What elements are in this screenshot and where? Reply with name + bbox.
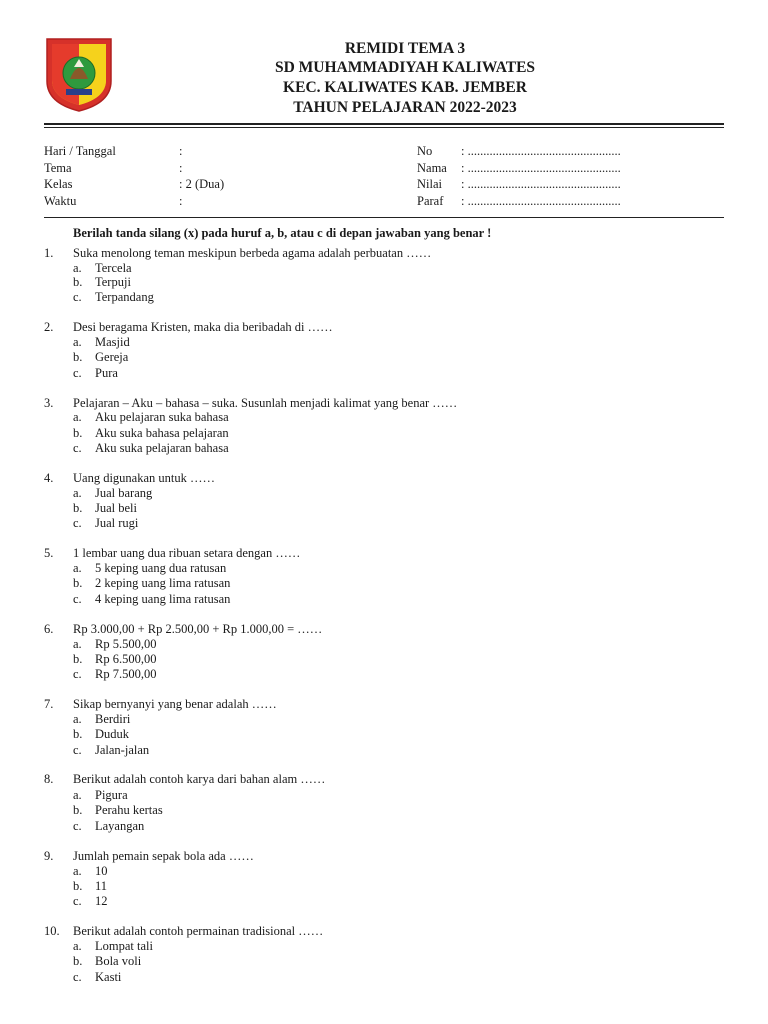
school-name: SD MUHAMMADIYAH KALIWATES <box>274 59 536 76</box>
info-value[interactable]: : <box>179 160 183 175</box>
option-text-a: Berdiri <box>95 712 131 726</box>
option-text-a: Tercela <box>95 261 132 275</box>
question-text: Jumlah pemain sepak bola ada …… <box>73 849 254 863</box>
question-number: 5. <box>44 546 54 560</box>
option-text-c: Terpandang <box>95 290 154 304</box>
info-label: Kelas <box>44 177 73 191</box>
option-text-c: Aku suka pelajaran bahasa <box>95 441 229 455</box>
info-value[interactable]: : ................................................. <box>461 144 621 158</box>
option-letter-a[interactable]: a. <box>73 939 82 953</box>
option-letter-b[interactable]: b. <box>73 879 83 893</box>
header-rule-thick <box>44 123 724 125</box>
info-bottom-rule <box>44 217 724 218</box>
option-text-b: 2 keping uang lima ratusan <box>95 576 231 590</box>
academic-year: TAHUN PELAJARAN 2022-2023 <box>293 99 517 116</box>
option-text-b: Aku suka bahasa pelajaran <box>95 426 229 440</box>
option-letter-c[interactable]: c. <box>73 970 82 984</box>
option-text-c: Kasti <box>95 970 122 984</box>
info-row-tema <box>44 160 224 177</box>
option-letter-a[interactable]: a. <box>73 486 82 500</box>
option-letter-c[interactable]: c. <box>73 894 82 908</box>
option-text-a: Pigura <box>95 788 128 802</box>
option-letter-b[interactable]: b. <box>73 954 83 968</box>
option-letter-a[interactable]: a. <box>73 637 82 651</box>
option-letter-a[interactable]: a. <box>73 712 82 726</box>
info-row-nama <box>417 160 621 177</box>
option-letter-a[interactable]: a. <box>73 410 82 424</box>
option-letter-a[interactable]: a. <box>73 335 82 349</box>
option-letter-b[interactable]: b. <box>73 727 83 741</box>
question-number: 2. <box>44 320 54 334</box>
option-letter-c[interactable]: c. <box>73 290 82 304</box>
option-letter-a[interactable]: a. <box>73 864 82 878</box>
option-text-c: Layangan <box>95 819 145 833</box>
question-text: Suka menolong teman meskipun berbeda agama adalah perbuatan …… <box>73 246 432 260</box>
option-text-b: Terpuji <box>95 275 131 289</box>
option-letter-a[interactable]: a. <box>73 561 82 575</box>
option-text-b: Duduk <box>95 727 130 741</box>
info-label: Paraf <box>417 193 444 208</box>
question-text: Desi beragama Kristen, maka dia beribadah di …… <box>73 320 333 334</box>
option-letter-a[interactable]: a. <box>73 788 82 802</box>
option-letter-b[interactable]: b. <box>73 652 83 666</box>
info-row-paraf <box>417 193 621 210</box>
question-text: 1 lembar uang dua ribuan setara dengan …… <box>73 546 301 560</box>
info-row-kelas <box>44 176 224 193</box>
info-row-nilai <box>417 176 621 193</box>
info-value: : 2 (Dua) <box>179 177 225 191</box>
option-letter-b[interactable]: b. <box>73 350 83 364</box>
info-label: No <box>417 144 433 158</box>
option-text-b: Gereja <box>95 350 129 364</box>
option-letter-c[interactable]: c. <box>73 516 82 530</box>
info-value[interactable]: : <box>179 144 183 158</box>
option-text-c: Pura <box>95 366 118 380</box>
info-row-no <box>417 143 621 160</box>
option-text-a: Masjid <box>95 335 130 349</box>
question-number: 4. <box>44 471 54 485</box>
question-text: Pelajaran – Aku – bahasa – suka. Susunlah menjadi kalimat yang benar …… <box>73 396 458 410</box>
question-number: 7. <box>44 697 54 711</box>
info-label: Tema <box>44 160 72 175</box>
question-number: 6. <box>44 622 54 636</box>
option-text-b: Perahu kertas <box>95 803 163 817</box>
option-text-c: Jual rugi <box>95 516 139 530</box>
question-text: Berikut adalah contoh permainan tradisional …… <box>73 924 324 938</box>
jember-regency-emblem-icon <box>44 37 114 113</box>
instruction-text: Berilah tanda silang (x) pada huruf a, b, atau c di depan jawaban yang benar ! <box>73 226 492 240</box>
question-text: Berikut adalah contoh karya dari bahan alam …… <box>73 772 326 786</box>
option-letter-b[interactable]: b. <box>73 576 83 590</box>
option-letter-c[interactable]: c. <box>73 592 82 606</box>
option-text-a: Rp 5.500,00 <box>95 637 157 651</box>
info-value[interactable]: : ................................................. <box>461 177 621 191</box>
question-text: Uang digunakan untuk …… <box>73 471 215 485</box>
info-value[interactable]: : <box>179 193 183 208</box>
option-text-a: 5 keping uang dua ratusan <box>95 561 227 575</box>
question-number: 1. <box>44 246 54 260</box>
info-label: Hari / Tanggal <box>44 144 116 158</box>
option-text-a: Lompat tali <box>95 939 153 953</box>
info-right-block <box>417 143 621 209</box>
option-text-b: Jual beli <box>95 501 138 515</box>
info-value[interactable]: : ................................................. <box>461 193 621 208</box>
option-letter-c[interactable]: c. <box>73 743 82 757</box>
option-text-c: 4 keping uang lima ratusan <box>95 592 231 606</box>
question-number: 3. <box>44 396 54 410</box>
option-text-c: Jalan-jalan <box>95 743 150 757</box>
question-number: 9. <box>44 849 54 863</box>
doc-title: REMIDI TEMA 3 <box>344 40 466 57</box>
option-letter-b[interactable]: b. <box>73 501 83 515</box>
option-letter-b[interactable]: b. <box>73 275 83 289</box>
info-left-block <box>44 143 224 209</box>
info-value[interactable]: : ................................................. <box>461 160 621 175</box>
option-letter-c[interactable]: c. <box>73 819 82 833</box>
option-text-b: 11 <box>95 879 108 893</box>
info-label: Nilai <box>417 177 442 191</box>
option-letter-b[interactable]: b. <box>73 426 83 440</box>
option-text-b: Rp 6.500,00 <box>95 652 157 666</box>
question-text: Sikap bernyanyi yang benar adalah …… <box>73 697 277 711</box>
option-text-b: Bola voli <box>95 954 142 968</box>
option-letter-c[interactable]: c. <box>73 667 82 681</box>
option-text-c: 12 <box>95 894 108 908</box>
question-number: 8. <box>44 772 54 786</box>
info-label: Waktu <box>44 193 77 208</box>
option-text-a: Aku pelajaran suka bahasa <box>95 410 229 424</box>
info-row-hari-tanggal <box>44 143 224 160</box>
info-label: Nama <box>417 160 447 175</box>
option-text-a: 10 <box>95 864 108 878</box>
header-rule-thin <box>44 127 724 128</box>
option-letter-b[interactable]: b. <box>73 803 83 817</box>
option-letter-a[interactable]: a. <box>73 261 82 275</box>
option-text-a: Jual barang <box>95 486 153 500</box>
school-location: KEC. KALIWATES KAB. JEMBER <box>283 79 527 96</box>
option-text-c: Rp 7.500,00 <box>95 667 157 681</box>
info-row-waktu <box>44 193 224 210</box>
question-text: Rp 3.000,00 + Rp 2.500,00 + Rp 1.000,00 = …… <box>73 622 323 636</box>
question-number: 10. <box>44 924 60 938</box>
option-letter-c[interactable]: c. <box>73 366 82 380</box>
option-letter-c[interactable]: c. <box>73 441 82 455</box>
